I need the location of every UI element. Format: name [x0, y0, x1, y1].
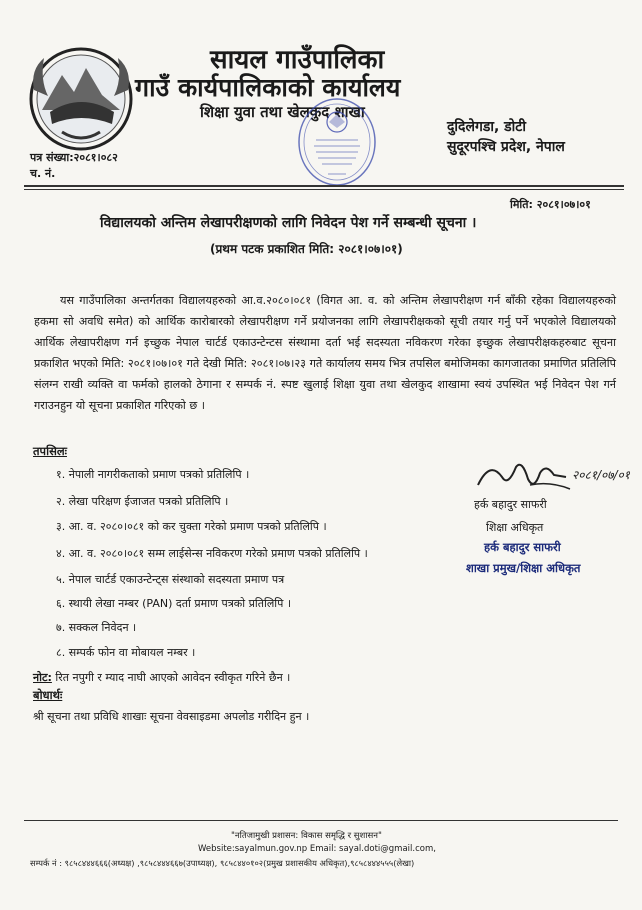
- nepal-emblem-logo: [22, 40, 140, 158]
- first-publish-date: (प्रथम पटक प्रकाशित मिति: २०८१।०७।०१): [210, 242, 403, 256]
- dispatch-number: च. नं.: [30, 167, 56, 180]
- list-item: ६. स्थायी लेखा नम्बर (PAN) दर्ता प्रमाण पत्रको प्रतिलिपि ।: [56, 597, 292, 610]
- list-item: ३. आ. व. २०८०।०८१ को कर चुक्ता गरेको प्रमाण पत्रको प्रतिलिपि ।: [56, 520, 327, 533]
- footer-motto: "नतिजामुखी प्रशासन: विकास समृद्धि र सुशासन": [231, 831, 382, 841]
- list-item: १. नेपाली नागरीकताको प्रमाण पत्रको प्रतिलिपि ।: [56, 468, 250, 481]
- reference-number: पत्र संख्या:२०८१।०८२: [30, 151, 118, 164]
- header-divider: [24, 185, 624, 187]
- list-item: ८. सम्पर्क फोन वा मोबायल नम्बर ।: [56, 646, 196, 659]
- notice-body: [34, 290, 616, 416]
- note-label: नोट:: [33, 671, 52, 684]
- office-subtitle: गाउँ कार्यपालिकाको कार्यालय: [135, 73, 401, 102]
- footer-divider: [24, 820, 618, 821]
- cc-label: बोधार्थः: [33, 688, 63, 702]
- footer-contacts: सम्पर्क नं : ९८५८४४४६६६(अध्यक्ष) ,९८५८४४४६६७(उपाध्यक्ष), ९८५८४४०१०२(प्रमुख प्रशासकीय अधिकृत),९८५८४४४५५५(लेखा): [30, 858, 415, 868]
- notice-date: मिति: २०८१।०७।०१: [510, 198, 591, 211]
- note: [33, 670, 290, 685]
- stamp-role: शाखा प्रमुख/शिक्षा अधिकृत: [466, 561, 581, 575]
- footer-web-email: Website:sayalmun.gov.np Email: sayal.doti@gmail.com,: [198, 844, 436, 854]
- office-name: सायल गाउँपालिका: [210, 45, 385, 75]
- cc-text: श्री सूचना तथा प्रविधि शाखाः सूचना वेवसाइडमा अपलोड गरीदिन हुन ।: [33, 710, 310, 723]
- stamp-name: हर्क बहादुर साफरी: [484, 540, 561, 554]
- list-item: ४. आ. व. २०८०।०८१ सम्म लाईसेन्स नविकरण गरेको प्रमाण पत्रको प्रतिलिपि ।: [56, 547, 368, 560]
- signatory-role: शिक्षा अधिकृत: [486, 521, 544, 534]
- address-line-2: सुदूरपश्चि प्रदेश, नेपाल: [447, 139, 565, 155]
- list-item: ५. नेपाल चार्टर्ड एकाउन्टेन्ट्स संस्थाको सदस्यता प्रमाण पत्र: [56, 573, 285, 586]
- handwritten-signature: [470, 455, 630, 500]
- notice-subject: विद्यालयको अन्तिम लेखापरीक्षणको लागि निवेदन पेश गर्ने सम्बन्धी सूचना ।: [100, 215, 477, 231]
- notice-body-text: यस गाउँपालिका अन्तर्गतका विद्यालयहरुको आ.व.२०८०।०८१ (विगत आ. व. को अन्तिम लेखापरीक्षण गर्न बाँकी रहेका विद्यालयहरुको हकमा सो अवधि समेत) को आर्थिक कारोबारको लेखापरीक्षण गर्ने प्रयोजनका लागि लेखापरीक्षकको सूची तयार गर्नु पर्ने भएकोले विद्यालयको आर्थिक लेखापरीक्षण गर्न इच्छुक नेपाल चार्टर्ड एकाउन्टेन्टस संस्थामा दर्ता भई सदस्यता नविकरण गरेका इच्छुक लेखापरीक्षकहरुबाट सूचना प्रकाशित भएको मिति: २०८१।०७।०१ गते देखी मिति: २०८१।०७।२३ गते कार्यालय समय भित्र तपसिल बमोजिमका कागजातका प्रमाणित प्रतिलिपि संलग्न राखी व्यक्ति वा फर्मको हालको ठेगाना र सम्पर्क नं. स्पष्ट खुलाई शिक्षा युवा तथा खेलकुद शाखामा स्वयं उपस्थित भई निवेदन पेश गर्न गराउनहुन यो सूचना प्रकाशित गरिएको छ ।: [34, 294, 616, 412]
- section-name: शिक्षा युवा तथा खेलकुद शाखा: [200, 103, 365, 121]
- list-item: ७. सक्कल निवेदन ।: [56, 621, 137, 634]
- signature-date: २०८१/०७/०१: [572, 468, 630, 482]
- header-divider-thin: [24, 189, 624, 190]
- signatory-name: हर्क बहादुर साफरी: [474, 498, 547, 511]
- list-item: २. लेखा परिक्षण ईजाजत पत्रको प्रतिलिपि ।: [56, 495, 229, 508]
- note-text: रित नपुगी र म्याद नाघी आएको आवेदन स्वीकृत गरिने छैन ।: [51, 671, 291, 684]
- address-line-1: दुदिलेगडा, डोटी: [447, 119, 526, 135]
- office-seal-stamp: [296, 96, 378, 188]
- list-label: तपसिलः: [33, 444, 67, 458]
